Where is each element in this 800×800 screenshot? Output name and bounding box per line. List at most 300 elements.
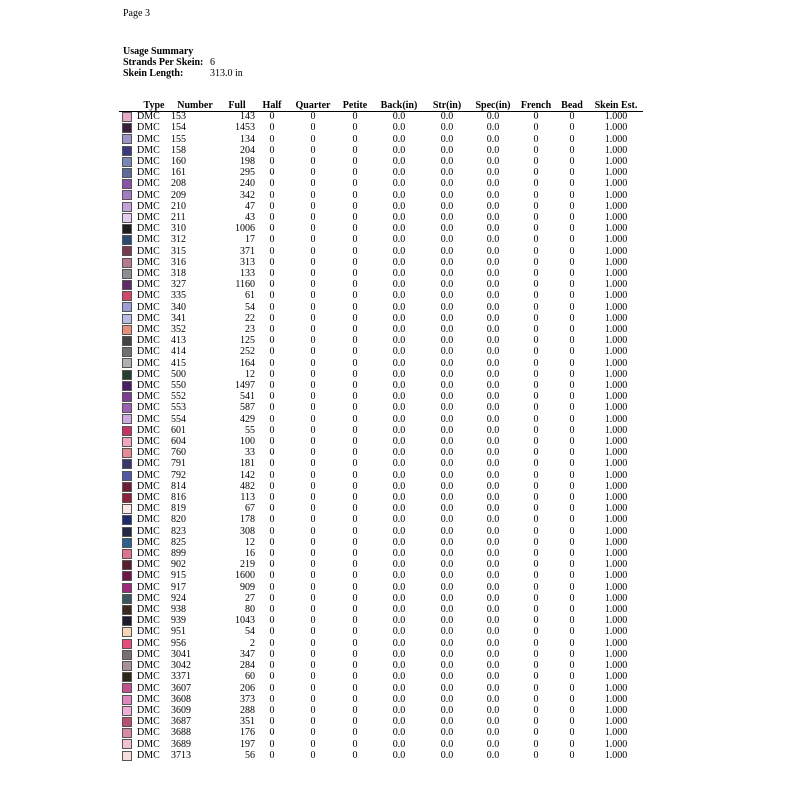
back-cell: 0.0	[392, 357, 406, 369]
table-row	[119, 392, 643, 403]
half-cell: 0	[269, 704, 275, 716]
skein-length-row	[123, 68, 243, 79]
number-cell: 3041	[171, 648, 191, 660]
type-cell: DMC	[137, 200, 160, 212]
french-cell: 0	[533, 581, 539, 593]
quarter-cell: 0	[310, 492, 316, 504]
color-swatch	[122, 392, 132, 402]
table-row	[119, 706, 643, 717]
back-cell: 0.0	[392, 413, 406, 425]
full-cell: 134	[240, 133, 255, 145]
petite-cell: 0	[352, 279, 358, 291]
petite-cell: 0	[352, 738, 358, 750]
swatch-cell	[119, 157, 137, 168]
str-cell: 0.0	[440, 189, 454, 201]
skein-est-cell: 1.000	[604, 155, 628, 167]
french-cell: 0	[533, 279, 539, 291]
color-swatch	[122, 482, 132, 492]
full-cell: 240	[240, 178, 255, 190]
petite-cell: 0	[352, 704, 358, 716]
type-cell: DMC	[137, 660, 160, 672]
back-cell: 0.0	[392, 447, 406, 459]
full-cell: 313	[240, 256, 255, 268]
petite-cell: 0	[352, 592, 358, 604]
swatch-cell	[119, 594, 137, 605]
color-swatch	[122, 706, 132, 716]
skein-est-cell: 1.000	[604, 111, 628, 123]
french-cell: 0	[533, 492, 539, 504]
table-row	[119, 314, 643, 325]
skein-est-cell: 1.000	[604, 615, 628, 627]
str-cell: 0.0	[440, 290, 454, 302]
skein-est-cell: 1.000	[604, 122, 628, 134]
color-swatch	[122, 437, 132, 447]
petite-cell: 0	[352, 413, 358, 425]
table-row	[119, 134, 643, 145]
bead-cell: 0	[569, 581, 575, 593]
quarter-cell: 0	[310, 469, 316, 481]
number-cell: 414	[171, 346, 186, 358]
str-cell: 0.0	[440, 738, 454, 750]
petite-cell: 0	[352, 716, 358, 728]
str-cell: 0.0	[440, 368, 454, 380]
header-row	[119, 100, 643, 112]
full-cell: 133	[240, 267, 255, 279]
skein-est-cell: 1.000	[604, 693, 628, 705]
spec-cell: 0.0	[486, 738, 500, 750]
quarter-cell: 0	[310, 727, 316, 739]
full-cell: 23	[245, 324, 255, 335]
type-cell: DMC	[137, 514, 160, 526]
half-cell: 0	[269, 660, 275, 672]
bead-cell: 0	[569, 402, 575, 414]
table-row	[119, 459, 643, 470]
back-cell: 0.0	[392, 391, 406, 403]
skein-est-cell: 1.000	[604, 144, 628, 156]
petite-cell: 0	[352, 581, 358, 593]
back-cell: 0.0	[392, 671, 406, 683]
number-cell: 340	[171, 301, 186, 313]
table-row	[119, 448, 643, 459]
quarter-cell: 0	[310, 267, 316, 279]
color-swatch	[122, 695, 132, 705]
number-cell: 601	[171, 424, 186, 436]
table-row	[119, 538, 643, 549]
full-cell: 204	[240, 144, 255, 156]
skein-est-cell: 1.000	[604, 324, 628, 335]
swatch-cell	[119, 325, 137, 336]
full-cell: 351	[240, 716, 255, 728]
bead-cell: 0	[569, 749, 575, 761]
swatch-cell	[119, 571, 137, 582]
skein-est-cell: 1.000	[604, 211, 628, 223]
type-cell: DMC	[137, 693, 160, 705]
swatch-cell	[119, 190, 137, 201]
spec-cell: 0.0	[486, 346, 500, 358]
table-row	[119, 515, 643, 526]
skein-est-cell: 1.000	[604, 660, 628, 672]
number-cell: 3609	[171, 704, 191, 716]
back-cell: 0.0	[392, 346, 406, 358]
color-swatch	[122, 717, 132, 727]
bead-cell: 0	[569, 111, 575, 123]
str-cell: 0.0	[440, 581, 454, 593]
color-swatch	[122, 179, 132, 189]
half-cell: 0	[269, 111, 275, 123]
quarter-cell: 0	[310, 660, 316, 672]
table-row	[119, 235, 643, 246]
str-cell: 0.0	[440, 178, 454, 190]
spec-cell: 0.0	[486, 211, 500, 223]
back-cell: 0.0	[392, 637, 406, 649]
number-cell: 3689	[171, 738, 191, 750]
bead-cell: 0	[569, 648, 575, 660]
str-cell: 0.0	[440, 749, 454, 761]
full-cell: 143	[240, 111, 255, 123]
petite-cell: 0	[352, 155, 358, 167]
color-swatch	[122, 627, 132, 637]
swatch-cell	[119, 650, 137, 661]
spec-cell: 0.0	[486, 648, 500, 660]
skein-est-cell: 1.000	[604, 514, 628, 526]
petite-cell: 0	[352, 200, 358, 212]
col-header-full: Full	[219, 100, 255, 112]
french-cell: 0	[533, 682, 539, 694]
full-cell: 371	[240, 245, 255, 257]
french-cell: 0	[533, 727, 539, 739]
half-cell: 0	[269, 122, 275, 134]
spec-cell: 0.0	[486, 279, 500, 291]
full-cell: 61	[245, 290, 255, 302]
spec-cell: 0.0	[486, 704, 500, 716]
bead-cell: 0	[569, 660, 575, 672]
str-cell: 0.0	[440, 559, 454, 571]
swatch-cell	[119, 504, 137, 515]
col-header-spec: Spec(in)	[469, 100, 517, 112]
french-cell: 0	[533, 716, 539, 728]
color-swatch	[122, 134, 132, 144]
half-cell: 0	[269, 368, 275, 380]
petite-cell: 0	[352, 189, 358, 201]
bead-cell: 0	[569, 514, 575, 526]
bead-cell: 0	[569, 391, 575, 403]
full-cell: 16	[245, 548, 255, 560]
number-cell: 335	[171, 290, 186, 302]
full-cell: 164	[240, 357, 255, 369]
skein-est-cell: 1.000	[604, 458, 628, 470]
quarter-cell: 0	[310, 200, 316, 212]
strands-value: 6	[210, 57, 215, 68]
quarter-cell: 0	[310, 503, 316, 515]
half-cell: 0	[269, 637, 275, 649]
spec-cell: 0.0	[486, 570, 500, 582]
number-cell: 899	[171, 548, 186, 560]
number-cell: 155	[171, 133, 186, 145]
number-cell: 816	[171, 492, 186, 504]
table-row	[119, 739, 643, 750]
quarter-cell: 0	[310, 413, 316, 425]
bead-cell: 0	[569, 716, 575, 728]
swatch-cell	[119, 179, 137, 190]
back-cell: 0.0	[392, 559, 406, 571]
quarter-cell: 0	[310, 335, 316, 347]
quarter-cell: 0	[310, 245, 316, 257]
back-cell: 0.0	[392, 492, 406, 504]
table-row	[119, 527, 643, 538]
skein-est-cell: 1.000	[604, 749, 628, 761]
full-cell: 197	[240, 738, 255, 750]
skein-est-cell: 1.000	[604, 682, 628, 694]
swatch-cell	[119, 616, 137, 627]
table-row	[119, 504, 643, 515]
back-cell: 0.0	[392, 458, 406, 470]
half-cell: 0	[269, 581, 275, 593]
petite-cell: 0	[352, 492, 358, 504]
bead-cell: 0	[569, 548, 575, 560]
half-cell: 0	[269, 570, 275, 582]
petite-cell: 0	[352, 458, 358, 470]
number-cell: 902	[171, 559, 186, 571]
color-swatch	[122, 347, 132, 357]
swatch-cell	[119, 471, 137, 482]
full-cell: 54	[245, 301, 255, 313]
full-cell: 178	[240, 514, 255, 526]
quarter-cell: 0	[310, 480, 316, 492]
spec-cell: 0.0	[486, 469, 500, 481]
str-cell: 0.0	[440, 335, 454, 347]
bead-cell: 0	[569, 570, 575, 582]
type-cell: DMC	[137, 391, 160, 403]
quarter-cell: 0	[310, 704, 316, 716]
french-cell: 0	[533, 693, 539, 705]
spec-cell: 0.0	[486, 223, 500, 235]
french-cell: 0	[533, 424, 539, 436]
color-swatch	[122, 605, 132, 615]
swatch-cell	[119, 639, 137, 650]
skein-est-cell: 1.000	[604, 492, 628, 504]
number-cell: 792	[171, 469, 186, 481]
type-cell: DMC	[137, 223, 160, 235]
bead-cell: 0	[569, 424, 575, 436]
skein-est-cell: 1.000	[604, 648, 628, 660]
back-cell: 0.0	[392, 704, 406, 716]
half-cell: 0	[269, 727, 275, 739]
table-row	[119, 414, 643, 425]
spec-cell: 0.0	[486, 727, 500, 739]
swatch-cell	[119, 258, 137, 269]
swatch-cell	[119, 538, 137, 549]
half-cell: 0	[269, 178, 275, 190]
petite-cell: 0	[352, 548, 358, 560]
color-swatch	[122, 538, 132, 548]
color-swatch	[122, 123, 132, 133]
bead-cell: 0	[569, 604, 575, 616]
col-header-half: Half	[255, 100, 289, 112]
petite-cell: 0	[352, 637, 358, 649]
number-cell: 552	[171, 391, 186, 403]
skein-est-cell: 1.000	[604, 335, 628, 347]
half-cell: 0	[269, 189, 275, 201]
skein-est-cell: 1.000	[604, 424, 628, 436]
type-cell: DMC	[137, 727, 160, 739]
number-cell: 604	[171, 436, 186, 448]
bead-cell: 0	[569, 682, 575, 694]
spec-cell: 0.0	[486, 671, 500, 683]
number-cell: 316	[171, 256, 186, 268]
swatch-cell	[119, 706, 137, 717]
back-cell: 0.0	[392, 693, 406, 705]
back-cell: 0.0	[392, 480, 406, 492]
full-cell: 54	[245, 626, 255, 638]
full-cell: 1600	[235, 570, 255, 582]
french-cell: 0	[533, 189, 539, 201]
quarter-cell: 0	[310, 223, 316, 235]
french-cell: 0	[533, 648, 539, 660]
color-swatch	[122, 739, 132, 749]
half-cell: 0	[269, 211, 275, 223]
spec-cell: 0.0	[486, 133, 500, 145]
petite-cell: 0	[352, 357, 358, 369]
bead-cell: 0	[569, 346, 575, 358]
back-cell: 0.0	[392, 716, 406, 728]
back-cell: 0.0	[392, 536, 406, 548]
color-swatch	[122, 549, 132, 559]
skein-est-cell: 1.000	[604, 200, 628, 212]
spec-cell: 0.0	[486, 402, 500, 414]
type-cell: DMC	[137, 301, 160, 313]
half-cell: 0	[269, 604, 275, 616]
quarter-cell: 0	[310, 626, 316, 638]
type-cell: DMC	[137, 267, 160, 279]
number-cell: 814	[171, 480, 186, 492]
type-cell: DMC	[137, 189, 160, 201]
petite-cell: 0	[352, 682, 358, 694]
back-cell: 0.0	[392, 581, 406, 593]
swatch-cell	[119, 605, 137, 616]
quarter-cell: 0	[310, 604, 316, 616]
french-cell: 0	[533, 592, 539, 604]
spec-cell: 0.0	[486, 234, 500, 246]
table-row	[119, 728, 643, 739]
table-row	[119, 190, 643, 201]
skein-est-cell: 1.000	[604, 267, 628, 279]
str-cell: 0.0	[440, 402, 454, 414]
swatch-cell	[119, 414, 137, 425]
petite-cell: 0	[352, 133, 358, 145]
number-cell: 819	[171, 503, 186, 515]
str-cell: 0.0	[440, 682, 454, 694]
number-cell: 153	[171, 111, 186, 123]
spec-cell: 0.0	[486, 492, 500, 504]
bead-cell: 0	[569, 301, 575, 313]
color-swatch	[122, 639, 132, 649]
str-cell: 0.0	[440, 357, 454, 369]
spec-cell: 0.0	[486, 267, 500, 279]
str-cell: 0.0	[440, 671, 454, 683]
back-cell: 0.0	[392, 279, 406, 291]
table-row	[119, 280, 643, 291]
color-swatch	[122, 258, 132, 268]
number-cell: 820	[171, 514, 186, 526]
color-swatch	[122, 202, 132, 212]
swatch-cell	[119, 672, 137, 683]
bead-cell: 0	[569, 693, 575, 705]
skein-est-cell: 1.000	[604, 413, 628, 425]
swatch-cell	[119, 549, 137, 560]
table-row	[119, 302, 643, 313]
half-cell: 0	[269, 648, 275, 660]
petite-cell: 0	[352, 436, 358, 448]
petite-cell: 0	[352, 245, 358, 257]
half-cell: 0	[269, 682, 275, 694]
color-swatch	[122, 650, 132, 660]
back-cell: 0.0	[392, 592, 406, 604]
french-cell: 0	[533, 312, 539, 324]
table-row	[119, 493, 643, 504]
str-cell: 0.0	[440, 211, 454, 223]
half-cell: 0	[269, 693, 275, 705]
half-cell: 0	[269, 279, 275, 291]
skein-length-label: Skein Length:	[123, 68, 184, 79]
bead-cell: 0	[569, 245, 575, 257]
half-cell: 0	[269, 380, 275, 392]
back-cell: 0.0	[392, 514, 406, 526]
str-cell: 0.0	[440, 234, 454, 246]
bead-cell: 0	[569, 380, 575, 392]
quarter-cell: 0	[310, 548, 316, 560]
skein-est-cell: 1.000	[604, 592, 628, 604]
quarter-cell: 0	[310, 167, 316, 179]
half-cell: 0	[269, 155, 275, 167]
str-cell: 0.0	[440, 267, 454, 279]
type-cell: DMC	[137, 380, 160, 392]
usage-table-body	[119, 112, 643, 762]
half-cell: 0	[269, 413, 275, 425]
spec-cell: 0.0	[486, 189, 500, 201]
str-cell: 0.0	[440, 223, 454, 235]
type-cell: DMC	[137, 447, 160, 459]
number-cell: 3688	[171, 727, 191, 739]
type-cell: DMC	[137, 458, 160, 470]
french-cell: 0	[533, 223, 539, 235]
color-swatch	[122, 314, 132, 324]
swatch-cell	[119, 717, 137, 728]
number-cell: 915	[171, 570, 186, 582]
spec-cell: 0.0	[486, 178, 500, 190]
table-row	[119, 594, 643, 605]
number-cell: 352	[171, 324, 186, 335]
bead-cell: 0	[569, 256, 575, 268]
french-cell: 0	[533, 380, 539, 392]
str-cell: 0.0	[440, 380, 454, 392]
spec-cell: 0.0	[486, 536, 500, 548]
skein-est-cell: 1.000	[604, 604, 628, 616]
type-cell: DMC	[137, 144, 160, 156]
back-cell: 0.0	[392, 548, 406, 560]
skein-est-cell: 1.000	[604, 167, 628, 179]
skein-est-cell: 1.000	[604, 480, 628, 492]
bead-cell: 0	[569, 279, 575, 291]
half-cell: 0	[269, 615, 275, 627]
full-cell: 56	[245, 749, 255, 761]
full-cell: 429	[240, 413, 255, 425]
bead-cell: 0	[569, 559, 575, 571]
french-cell: 0	[533, 536, 539, 548]
quarter-cell: 0	[310, 324, 316, 335]
back-cell: 0.0	[392, 402, 406, 414]
back-cell: 0.0	[392, 570, 406, 582]
french-cell: 0	[533, 637, 539, 649]
